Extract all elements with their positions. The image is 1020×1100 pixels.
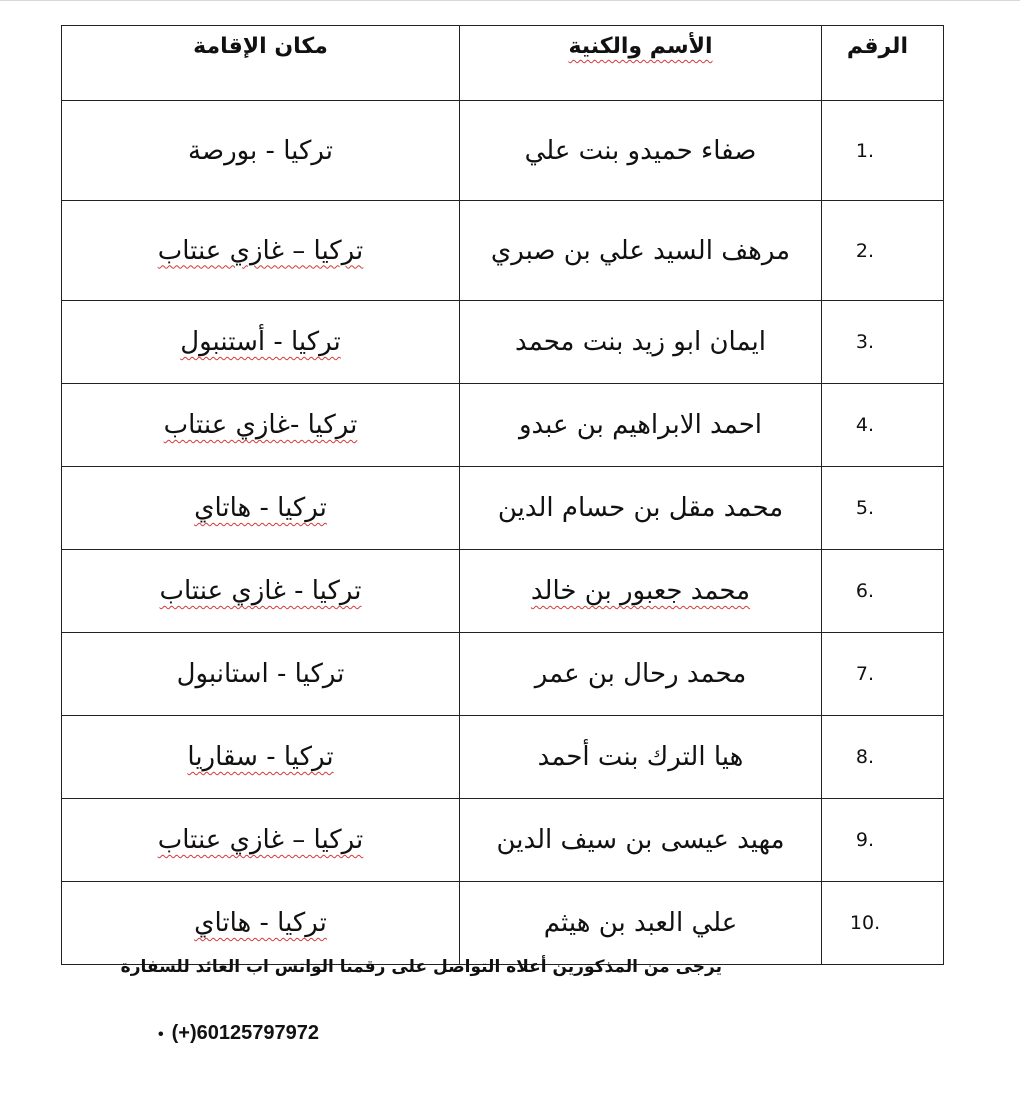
row-residence: [62, 550, 460, 633]
row-name: مرهف السيد علي بن صبري: [460, 201, 822, 301]
row-number: 2.: [855, 239, 875, 262]
header-name-text: الأسم والكنية: [568, 34, 713, 59]
header-residence: مكان الإقامة: [62, 26, 460, 101]
row-residence-text: تركيا – غازي عنتاب: [157, 235, 364, 266]
row-residence: تركيا - بورصة: [62, 101, 460, 201]
row-residence: [62, 799, 460, 882]
row-name: محمد مقل بن حسام الدين: [460, 467, 822, 550]
header-name: [460, 26, 822, 101]
page-top-edge: [0, 0, 1020, 1]
row-residence: تركيا - استانبول: [62, 633, 460, 716]
row-number: 1.: [855, 139, 875, 162]
contact-note: يرجى من المذكورين أعلاه التواصل على رقمنا الواتس اب العائد للسفارة: [120, 957, 722, 977]
row-residence-text: تركيا - أستنبول: [180, 327, 341, 357]
row-residence-text: تركيا – غازي عنتاب: [157, 825, 364, 855]
table-row: [62, 799, 944, 882]
row-residence-text: تركيا - سقاريا: [187, 742, 334, 772]
row-number: 8.: [855, 746, 875, 768]
row-residence: [62, 467, 460, 550]
phone-number: (+)60125797972: [171, 1022, 319, 1044]
table-header-row: [62, 26, 944, 101]
row-residence-text: تركيا - هاتاي: [194, 493, 327, 523]
row-name: هيا الترك بنت أحمد: [460, 716, 822, 799]
row-residence: [62, 882, 460, 965]
row-name: علي العبد بن هيثم: [460, 882, 822, 965]
row-number: 10.: [849, 912, 881, 934]
row-name: محمد رحال بن عمر: [460, 633, 822, 716]
table-row: [62, 301, 944, 384]
row-name: ايمان ابو زيد بنت محمد: [460, 301, 822, 384]
row-residence: [62, 716, 460, 799]
row-residence: [62, 301, 460, 384]
row-name: مهيد عيسى بن سيف الدين: [460, 799, 822, 882]
table-row: [62, 201, 944, 301]
row-number: 7.: [855, 663, 875, 685]
row-number: 6.: [855, 580, 875, 602]
table-row: [62, 882, 944, 965]
table-row: [62, 101, 944, 201]
row-number: 3.: [855, 331, 875, 353]
row-residence-text: تركيا -غازي عنتاب: [163, 410, 358, 440]
bullet-icon: •: [158, 1026, 164, 1043]
table-row: [62, 550, 944, 633]
row-number: 9.: [855, 829, 875, 851]
row-name-text: محمد جعبور بن خالد: [530, 576, 751, 606]
table-row: [62, 716, 944, 799]
names-table: [61, 25, 944, 965]
row-residence: [62, 384, 460, 467]
table-row: [62, 384, 944, 467]
phone-line: [158, 1022, 319, 1045]
row-number: 5.: [855, 497, 875, 519]
row-residence-text: تركيا - غازي عنتاب: [159, 576, 362, 606]
table-row: [62, 633, 944, 716]
row-name: صفاء حميدو بنت علي: [460, 101, 822, 201]
row-residence: [62, 201, 460, 301]
header-number: الرقم: [822, 26, 944, 101]
row-residence-text: تركيا - هاتاي: [194, 908, 327, 938]
row-name: [460, 550, 822, 633]
row-number: 4.: [855, 414, 875, 436]
row-name: احمد الابراهيم بن عبدو: [460, 384, 822, 467]
table-row: [62, 467, 944, 550]
